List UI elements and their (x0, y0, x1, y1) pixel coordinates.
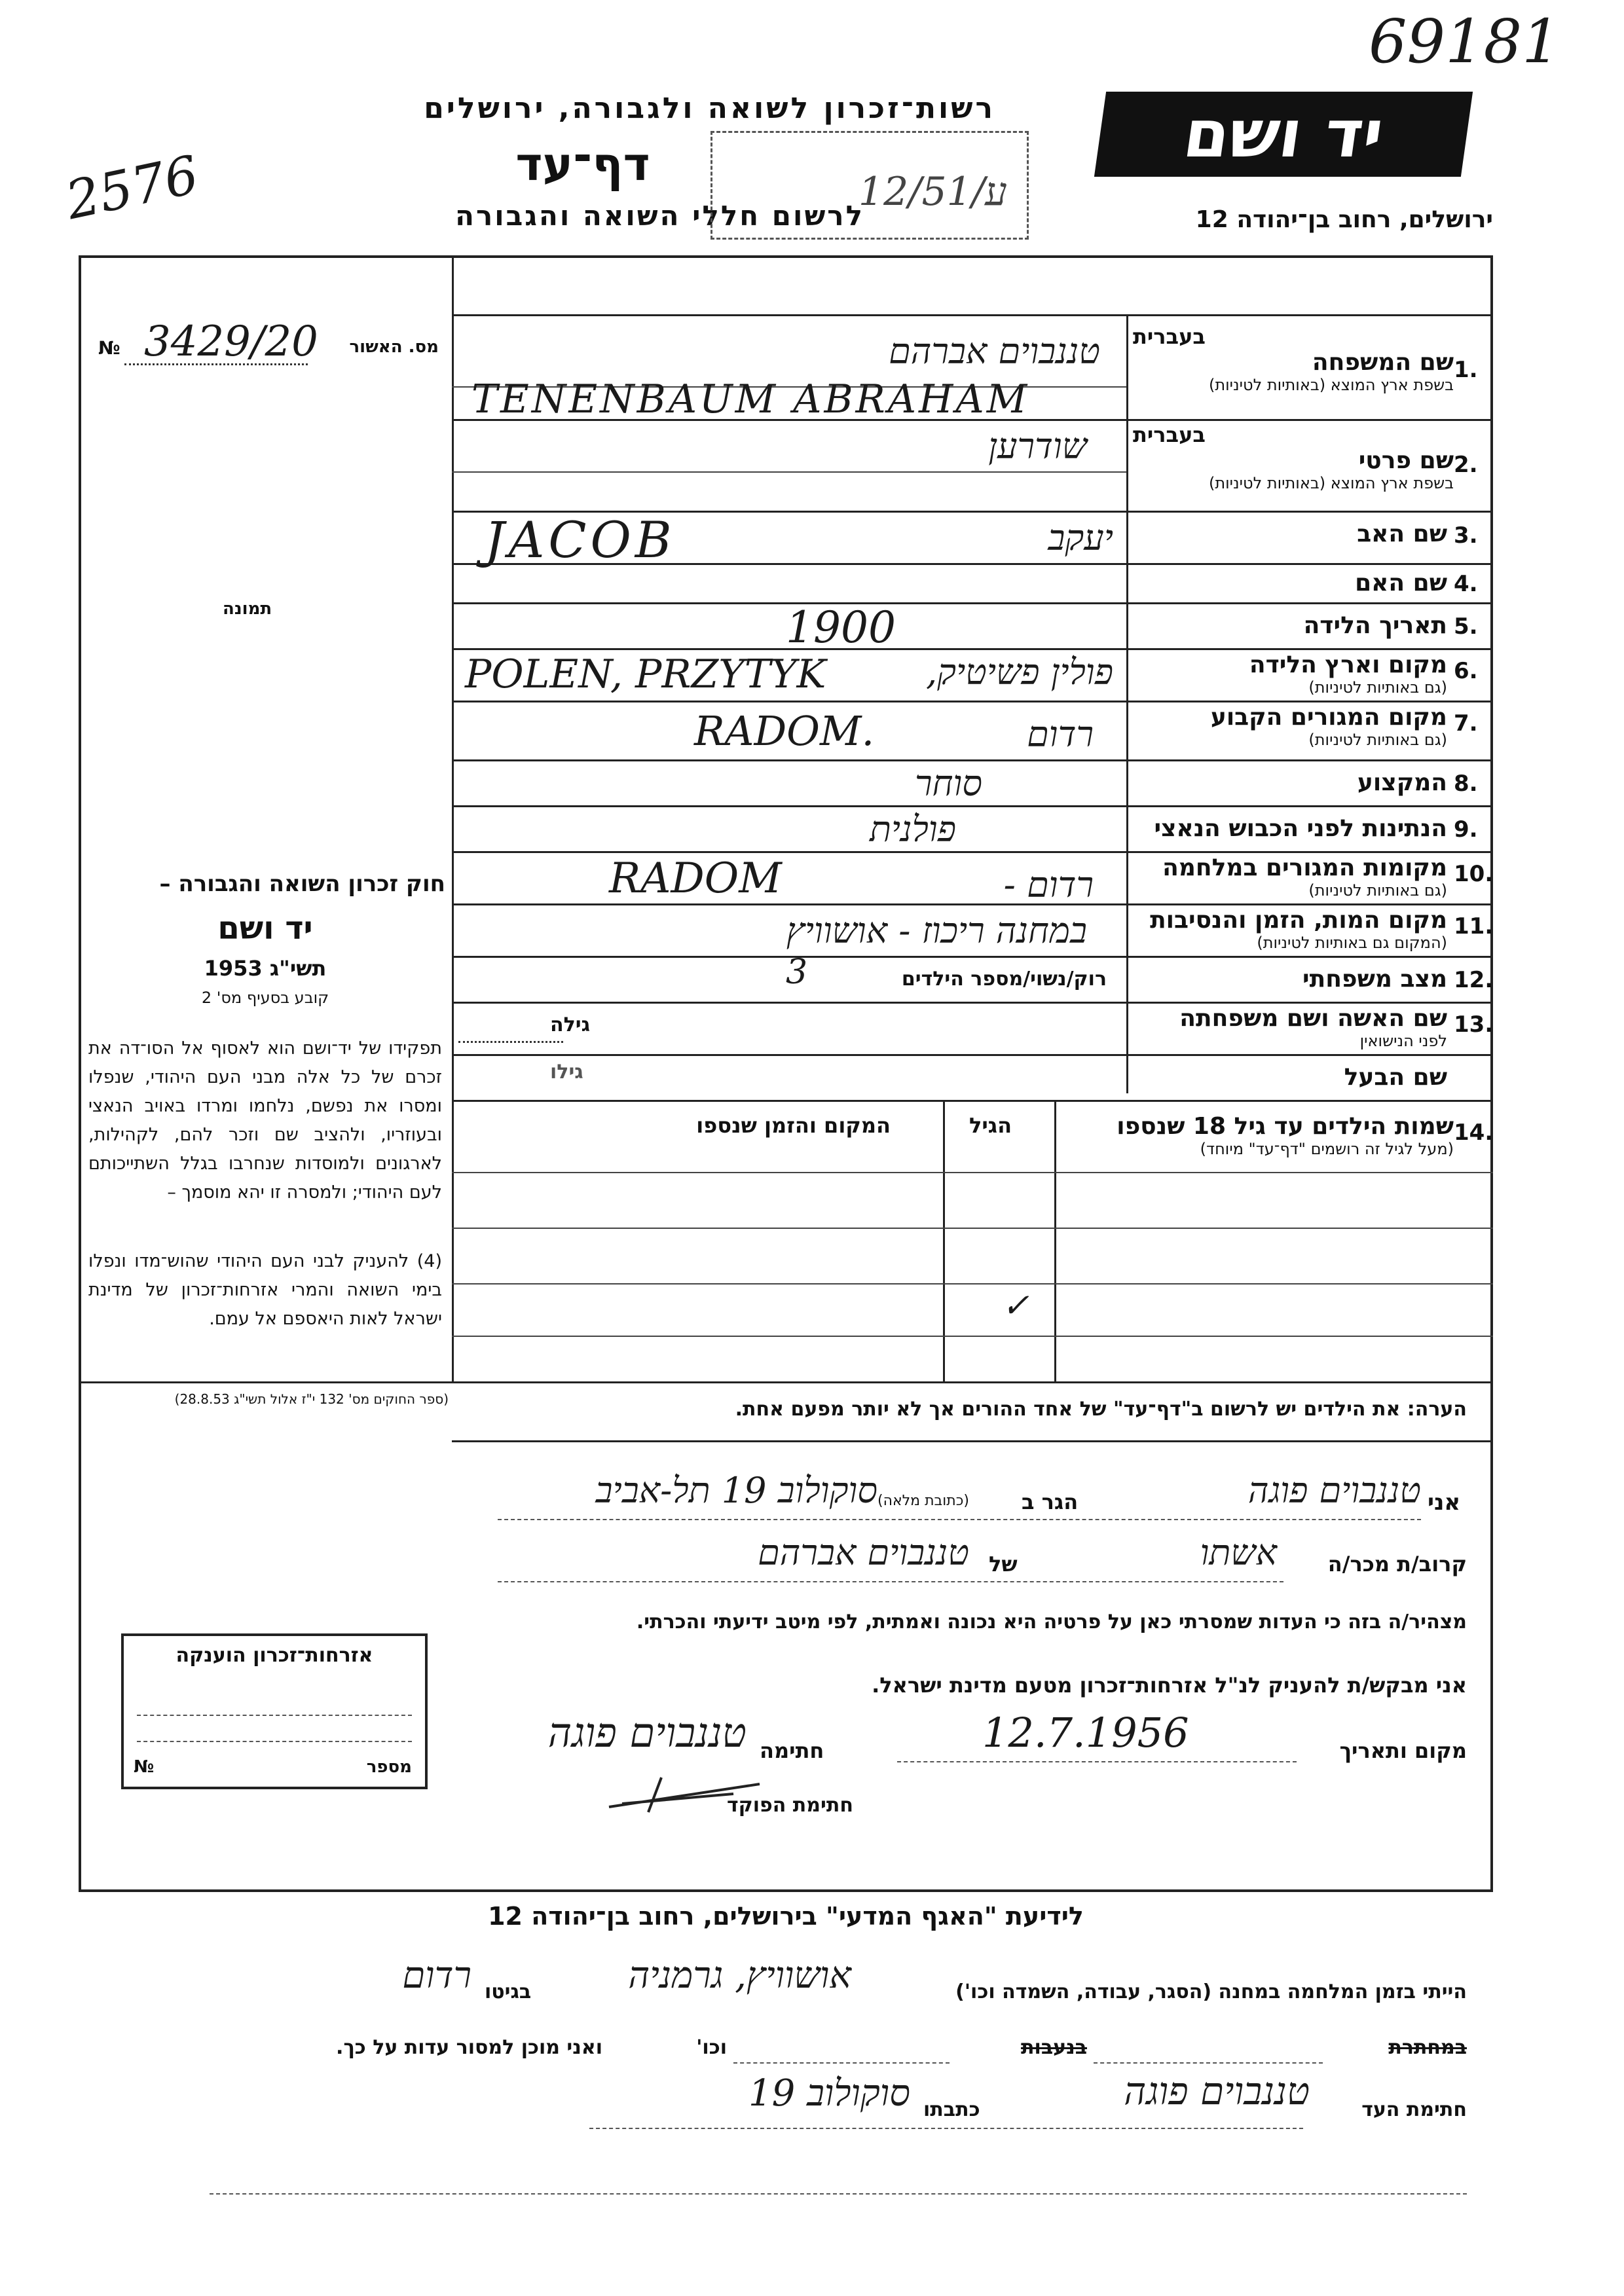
law-body: תפקידו של יד־ושם הוא לאסוף אל הסו־דה את זכרם של כל אלה מבני העם היהודי, שנפלו ומסרו את נפשם, נלחמו ומרדו באויב הנאצי ובעוזריו, ולהציב שם וזכר להם, לקהילות, לארגונים ולמוסדות שנחרבו בגלל השתייכותם לעם היהודי; ולמסרה זו יהא מוסמך – (88, 1038, 442, 1203)
field-6-value: POLEN, PRZYTYK (465, 651, 826, 697)
children-title: שמות הילדים עד גיל 18 שנספו (1116, 1113, 1454, 1140)
org-line: רשות־זכרון לשואה ולגבורה, ירושלים (424, 92, 995, 125)
field-2-label (1133, 422, 1454, 492)
officer-signature-label: חתימת הפוקד (727, 1794, 853, 1817)
date-value: 12.7.1956 (982, 1709, 1189, 1757)
field-12-num: 12. (1454, 967, 1494, 993)
row-line (452, 1054, 1493, 1056)
field-5-label: תאריך הלידה (1303, 612, 1447, 639)
husband-label: שם הבעל (1344, 1064, 1447, 1091)
children-header-line (452, 1172, 1493, 1173)
children-row-line (452, 1283, 1493, 1285)
field-11-sub: (המקום גם באותיות לטיניות) (1257, 934, 1447, 952)
children-age-header: הגיל (969, 1113, 1012, 1138)
field-10-sub: (גם באותיות לטיניות) (1308, 881, 1447, 900)
wife-age-line (458, 1041, 563, 1043)
field-3-value: JACOB (485, 511, 676, 569)
field-11-num: 11. (1454, 913, 1494, 939)
citizenship-box-title: אזרחות־זכרון הוענקה (175, 1644, 373, 1667)
relation-value: אשתו (1200, 1532, 1277, 1573)
field-7-value-hebrew: רדום (1027, 714, 1094, 755)
footer-ready-label: ואני מוכן למסור עדות על כך. (336, 2036, 602, 2059)
children-top-line (452, 1100, 1493, 1102)
field-6-label (1133, 651, 1447, 697)
field-4-label: שם האם (1355, 570, 1447, 596)
footer-line (733, 2062, 950, 2064)
note-bottom-line (452, 1440, 1493, 1442)
citizenship-line (137, 1715, 412, 1716)
declarant-ani: אני (1428, 1489, 1461, 1516)
footer-partisans-label: במחתרת (1388, 2036, 1467, 2059)
row-line (452, 701, 1493, 702)
footer-title: לידיעת "האגף המדעי" בירושלים, רחוב בן־יהודה 12 (488, 1902, 1084, 1931)
field-1-value-hebrew: טננבוים אברהם (889, 331, 1100, 372)
children-row-line (452, 1228, 1493, 1229)
field-5-value: 1900 (786, 602, 896, 653)
field-6-value-hebrew: פולין פשיטיק, (926, 651, 1113, 693)
approval-number (98, 318, 439, 366)
field-10-value: RADOM (609, 854, 782, 903)
note: הערה: את הילדים יש לרשום ב"דף־עד" של אחד ההורים אך לא יותר מפעם אחת. (735, 1398, 1467, 1421)
children-label (1061, 1113, 1454, 1158)
field-10-label (1133, 854, 1447, 900)
field-1-hebrew-tag: בעברית (1133, 324, 1206, 349)
of-value: טננבוים אברהם (758, 1532, 969, 1573)
law-citation: (ספר החוקים מס' 132 י"ז אלול תשי"ג 28.8.53) (174, 1391, 449, 1407)
children-num: 14. (1454, 1120, 1494, 1146)
children-sub: (מעל לגיל זה רושמים "דף־עד" מיוחד) (1200, 1140, 1454, 1158)
field-6-num: 6. (1454, 658, 1478, 684)
signature-value: טננבוים פוגה (547, 1709, 747, 1757)
footer-ghetto-label: בגיטו (485, 1980, 532, 2003)
children-place-header: המקום והזמן שנספו (696, 1113, 891, 1138)
row-line (452, 1002, 1493, 1004)
field-1-label (1133, 324, 1454, 394)
footer-etc-label: וכו' (696, 2036, 727, 2059)
footer-address-value: סוקולוב 19 (748, 2072, 910, 2115)
request-text: אני מבקש/ת להעניק לנ"ל אזרחות־זכרון מטעם מדינת ישראל. (872, 1673, 1467, 1698)
field-12-children-count: 3 (786, 953, 808, 992)
field-1-value-latin: TENENBAUM ABRAHAM (471, 376, 1030, 422)
children-tick-mark: ✓ (1002, 1286, 1029, 1324)
row-line (452, 759, 1493, 761)
footer-camps: אושוויץ, גרמניה (628, 1954, 851, 1997)
field-9-label: הנתינות לפני הכבוש הנאצי (1154, 815, 1447, 842)
children-age-divider-left (1054, 1100, 1056, 1381)
margin-handwritten-number: 2576 (60, 143, 204, 232)
husband-age-label: גילו (550, 1061, 583, 1084)
field-1-num: 1. (1454, 357, 1478, 383)
citizenship-no-symbol: № (134, 1757, 155, 1777)
row-line (452, 471, 1126, 473)
field-7-title: מקום המגורים הקבוע (1210, 704, 1447, 731)
law-clause: קובע בסעיף מס' 2 (201, 989, 329, 1007)
registration-stamp (710, 131, 1029, 240)
field-2-title: שם פרטי (1358, 447, 1454, 474)
field-8-num: 8. (1454, 771, 1478, 797)
bottom-dashed-line (210, 2193, 1467, 2195)
citizenship-box (121, 1633, 428, 1789)
field-1-sub: בשפת ארץ המוצא (באותיות לטיניות) (1209, 376, 1454, 394)
declarant-name: טננבוים פוגה (1247, 1470, 1421, 1511)
signature-label: חתימה (760, 1738, 824, 1763)
field-3-num: 3. (1454, 522, 1478, 549)
field-6-title: מקום וארץ הלידה (1249, 651, 1447, 678)
approval-value: 3429/20 (144, 318, 318, 366)
law-name: יד ושם (217, 910, 313, 947)
declarant-line (498, 1519, 1421, 1520)
field-7-num: 7. (1454, 710, 1478, 737)
date-line (897, 1761, 1297, 1762)
page-title: דף־עד (515, 137, 650, 191)
yad-vashem-logo: יד ושם (1094, 92, 1473, 177)
photo-label: תמונה (223, 599, 272, 619)
field-7-label (1133, 704, 1447, 749)
header-address: ירושלים, רחוב בן־יהודה 12 (1195, 206, 1493, 233)
field-13-title: שם האשה ושם משפחתה (1179, 1005, 1447, 1032)
children-left-border (452, 1100, 454, 1381)
field-13-age-label: גילה (550, 1013, 590, 1036)
relative-label: קרוב/ת מכר/ה (1327, 1552, 1467, 1576)
footer-ghetto-value: רדום (402, 1954, 471, 1997)
label-column-divider (1126, 314, 1128, 1093)
footer-witness-signature: טננבוים פוגה (1124, 2069, 1310, 2113)
field-4-num: 4. (1454, 571, 1478, 597)
row-line (452, 956, 1493, 958)
field-9-num: 9. (1454, 816, 1478, 843)
children-row-line (452, 1336, 1493, 1337)
law-title: חוק זכרון השואה והגבורה – (159, 871, 445, 897)
place-date-label: מקום ותאריך (1339, 1738, 1467, 1763)
field-6-sub: (גם באותיות לטיניות) (1308, 678, 1447, 697)
declarant-address-sub: (כתובת מלאה) (877, 1493, 969, 1509)
footer-address-label: כתבתו (923, 2098, 980, 2121)
row-line (452, 851, 1493, 853)
field-11-title: מקום המות, הזמן והנסיבות (1150, 907, 1447, 934)
citizenship-line (137, 1741, 412, 1742)
children-age-divider-right (943, 1100, 945, 1381)
field-13-label (1133, 1005, 1447, 1050)
field-8-value-hebrew: סוחר (914, 763, 982, 804)
footer-line (1094, 2062, 1323, 2064)
field-8-label: המקצוע (1357, 769, 1447, 796)
declarant-resident-label: הגר ב (1022, 1489, 1079, 1514)
subtitle-part1: לרשום (771, 200, 864, 232)
field-10-title: מקומות המגורים במלחמה (1162, 854, 1447, 881)
footer-witness-line (589, 2128, 1303, 2129)
stamp-number: ע/12/51 (858, 169, 1007, 215)
field-11-label (1133, 907, 1447, 952)
row-line (452, 805, 1493, 807)
row-line (452, 602, 1493, 604)
approval-label: מס. האשור (349, 337, 439, 357)
footer-witness-label: חתימת העד (1361, 2098, 1467, 2121)
relative-line (498, 1581, 1283, 1582)
field-7-sub: (גם באותיות לטיניות) (1308, 731, 1447, 749)
field-7-value: RADOM. (694, 707, 875, 755)
top-file-number: 69181 (1369, 7, 1560, 77)
approval-line (124, 363, 308, 365)
subtitle-part2: חללי השואה והגבורה (455, 200, 761, 232)
approval-no-symbol: № (98, 337, 120, 359)
field-13-num: 13. (1454, 1011, 1494, 1038)
field-1-title: שם המשפחה (1312, 349, 1454, 376)
field-3-label: שם האב (1357, 520, 1447, 547)
law-item-4: (4) להעניק לבני העם היהודי שהוש־מדו ונפלו בימי השואה והמרי אזרחות־זכרון של מדינת ישראל לאות היאספם אל עמם. (88, 1251, 442, 1329)
field-2-value-hebrew: שודרען (988, 426, 1087, 467)
field-12-label: מצב משפחתי (1302, 966, 1447, 993)
field-5-num: 5. (1454, 613, 1478, 640)
declarant-address: סוקולוב 19 תל-אביב (595, 1470, 877, 1511)
field-10-num: 10. (1454, 861, 1494, 887)
field-3-value-hebrew: יעקב (1048, 517, 1113, 558)
footer-was-label: הייתי בזמן המלחמה במחנה (הסגר, עבודה, השמדה וכו') (955, 1980, 1467, 2003)
field-2-hebrew-tag: בעברית (1133, 422, 1206, 447)
row-line (452, 648, 1493, 650)
officer-signature-scribble (602, 1774, 773, 1813)
left-column-divider (452, 255, 454, 1100)
declaration-text: מצהיר/ה בזה כי העדות שמסרתי כאן על פרטיה היא נכונה ואמתית, לפי מיטב ידיעתי והכרתי. (636, 1611, 1467, 1633)
field-12-printed: רוק/נשוי/מספר הילדים (901, 968, 1107, 991)
footer-fighting-label: בנעבות (1021, 2036, 1087, 2059)
field-13-sub: לפני הנישואין (1359, 1032, 1447, 1050)
of-label: של (989, 1552, 1018, 1576)
field-2-num: 2. (1454, 452, 1478, 478)
law-year: תשי"ג 1953 (204, 956, 327, 981)
top-row-line (452, 314, 1493, 316)
field-2-sub: בשפת ארץ המוצא (באותיות לטיניות) (1209, 474, 1454, 492)
field-11-value-hebrew: במחנה ריכוז - אושוויץ (786, 910, 1087, 951)
citizenship-number-label: מספר (366, 1757, 412, 1777)
field-10-value-hebrew: רדום - (1003, 864, 1094, 905)
field-9-value-hebrew: פולנית (869, 809, 956, 850)
law-bottom (79, 1381, 452, 1383)
